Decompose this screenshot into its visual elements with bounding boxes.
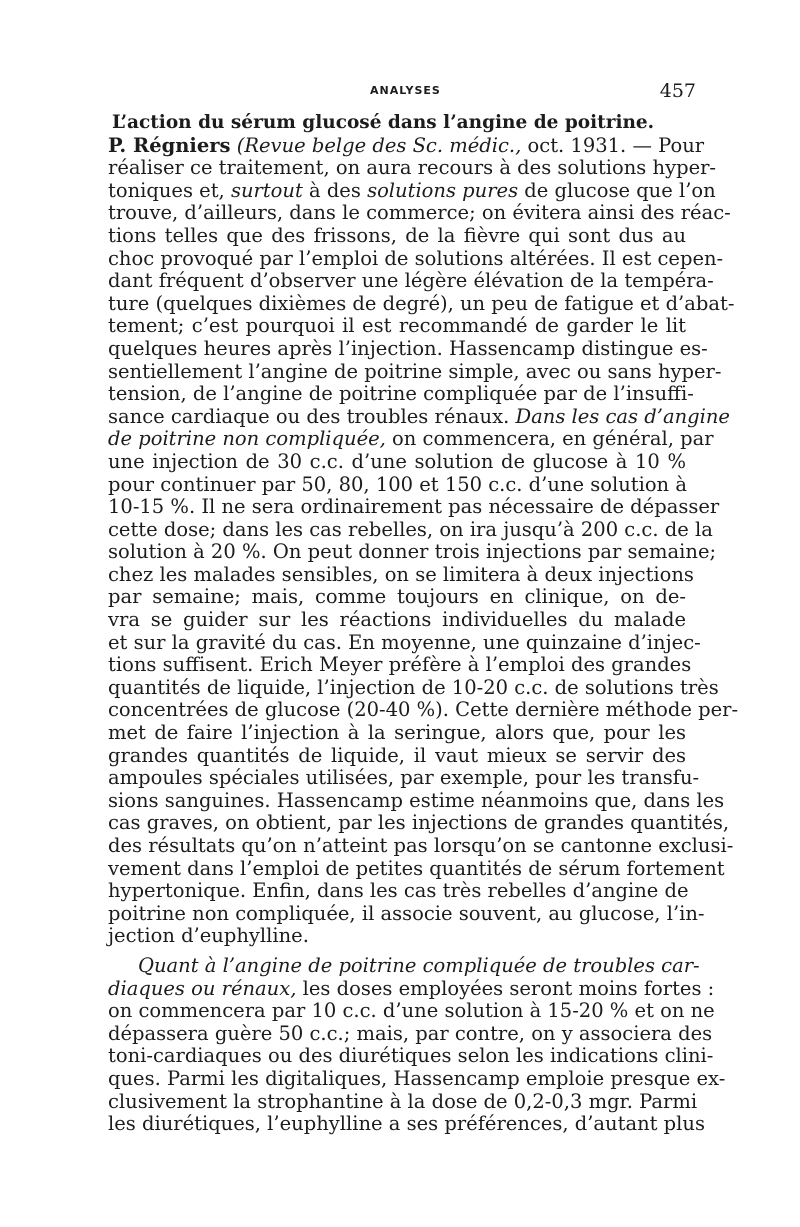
text-line: concentrées de glucose (20-40 %). Cette dernière méthode per- [108, 698, 739, 722]
text-line: on commencera par 10 c.c. d’une solution à 15-20 % et on ne [108, 999, 715, 1023]
text-line: toniques et, surtout à des solutions pures de glucose que l’on [108, 178, 716, 202]
text-line: dant fréquent d’observer une légère élévation de la tempéra- [108, 269, 714, 293]
author-name: P. Régniers [108, 133, 231, 157]
text-line: jection d’euphylline. [108, 924, 309, 948]
text-line: dépassera guère 50 c.c.; mais, par contre, on y associera des [108, 1021, 713, 1045]
citation: (Revue belge des Sc. médic., [236, 133, 522, 157]
text-line: les diurétiques, l’euphylline a ses préférences, d’autant plus [108, 1112, 705, 1136]
text-line: toni-cardiaques ou des diurétiques selon les indications clini- [108, 1044, 714, 1068]
text-line: trouve, d’ailleurs, dans le commerce; on évitera ainsi des réac- [108, 201, 731, 225]
text-line: ampoules spéciales utilisées, par exemple, pour les transfu- [108, 766, 700, 790]
text-line: tension, de l’angine de poitrine compliquée par de l’insuffi- [108, 382, 694, 406]
text-line: réaliser ce traitement, on aura recours à des solutions hyper- [108, 156, 717, 180]
text-line: quantités de liquide, l’injection de 10-20 c.c. de solutions très [108, 675, 719, 699]
page-number: 457 [659, 80, 696, 102]
text-line: vement dans l’emploi de petites quantités de sérum fortement [108, 856, 725, 880]
text-line: grandes quantités de liquide, il vaut mieux se servir des [108, 743, 686, 767]
text-line: une injection de 30 c.c. d’une solution de glucose à 10 % [108, 449, 686, 473]
text-line: P. Régniers (Revue belge des Sc. médic., oct. 1931. — Pour [108, 133, 705, 157]
text-line: sions sanguines. Hassencamp estime néanmoins que, dans les [108, 788, 725, 812]
text-line: cas graves, on obtient, par les injections de grandes quantités, [108, 811, 730, 835]
text-line: de poitrine non compliquée, on commencera, en général, par [108, 427, 714, 451]
text-line: sentiellement l’angine de poitrine simple, avec ou sans hyper- [108, 359, 722, 383]
text-line: hypertonique. Enfin, dans les cas très rebelles d’angine de [108, 879, 689, 903]
text-line: 10-15 %. Il ne sera ordinairement pas nécessaire de dépasser [108, 495, 720, 519]
text-line: tions suffisent. Erich Meyer préfère à l’emploi des grandes [108, 653, 692, 677]
text-line: choc provoqué par l’emploi de solutions altérées. Il est cepen- [108, 246, 724, 270]
text-line: vra se guider sur les réactions individuelles du malade [108, 608, 686, 632]
text-line: tement; c’est pourquoi il est recommandé de garder le lit [108, 314, 686, 338]
text-line: poitrine non compliquée, il associe souvent, au glucose, l’in- [108, 901, 705, 925]
text-line: ture (quelques dixièmes de degré), un peu de fatigue et d’abat- [108, 291, 735, 315]
text-line: et sur la gravité du cas. En moyenne, une quinzaine d’injec- [108, 630, 701, 654]
text-line: ques. Parmi les digitaliques, Hassencamp emploie presque ex- [108, 1066, 726, 1090]
text-line: des résultats qu’on n’atteint pas lorsqu’on se cantonne exclusi- [108, 834, 734, 857]
text-line: clusivement la strophantine à la dose de 0,2-0,3 mgr. Parmi [108, 1089, 698, 1113]
article-title: L’action du sérum glucosé dans l’angine de poitrine. [112, 112, 655, 133]
text-line: met de faire l’injection à la seringue, alors que, pour les [108, 721, 686, 745]
text-line: cette dose; dans les cas rebelles, on ira jusqu’à 200 c.c. de la [108, 517, 713, 541]
text-line: sance cardiaque ou des troubles rénaux. Dans les cas d’angine [108, 404, 730, 428]
text-line: quelques heures après l’injection. Hassencamp distingue es- [108, 336, 708, 360]
text-line: pour continuer par 50, 80, 100 et 150 c.c. d’une solution à [108, 472, 687, 496]
running-head: ANALYSES [370, 84, 441, 97]
text-line: chez les malades sensibles, on se limitera à deux injections [108, 562, 694, 586]
text-line: solution à 20 %. On peut donner trois injections par semaine; [108, 540, 717, 564]
text-line: diaques ou rénaux, les doses employées seront moins fortes : [108, 976, 715, 1000]
page-header [108, 80, 708, 106]
text-line: par semaine; mais, comme toujours en clinique, on de- [108, 585, 686, 609]
article-body [108, 112, 739, 1136]
text-line: Quant à l’angine de poitrine compliquée de troubles car- [138, 953, 700, 977]
text-line: tions telles que des frissons, de la fièvre qui sont dus au [108, 223, 686, 247]
